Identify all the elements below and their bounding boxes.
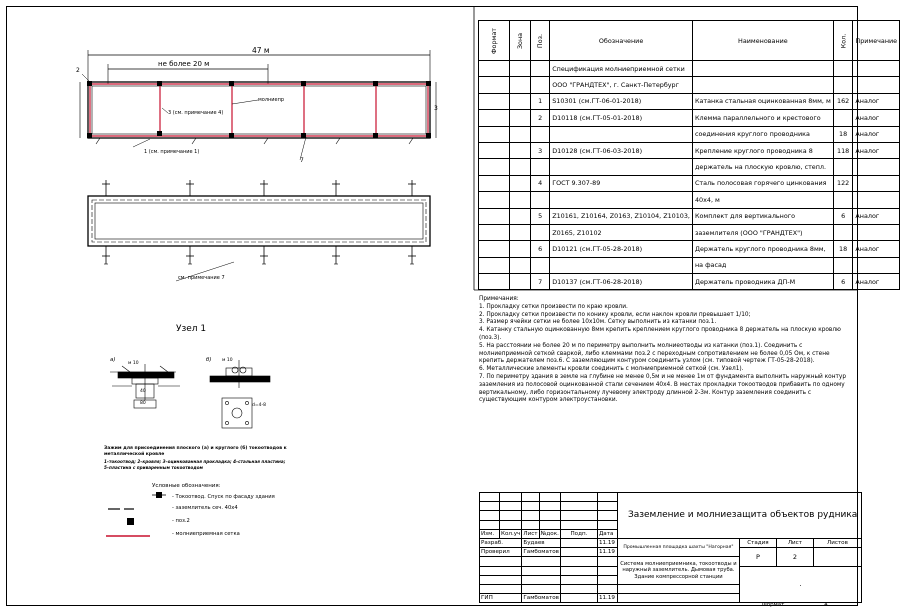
spec-cell-pos: 7 — [531, 274, 550, 290]
spec-cell-pos: 2 — [531, 110, 550, 126]
spec-cell-name: Держатель проводника ДП-М — [692, 274, 833, 290]
dim-overall-label: 47 м — [252, 46, 270, 55]
spec-cell-designation: Спецификация молниеприемной сетки — [550, 61, 693, 77]
callout-pos4: 3 (см. примечание 4) — [168, 110, 224, 116]
legend-symbols — [106, 492, 166, 536]
spec-cell-format — [479, 192, 510, 208]
spec-cell-designation: ООО "ГРАНДТЕХ", г. Санкт-Петербург — [550, 77, 693, 93]
spec-cell-note — [853, 159, 900, 175]
stamp-col-date: Дата — [597, 529, 617, 538]
spec-cell-qty: 122 — [833, 175, 853, 191]
spec-cell-name: заземлителя (ООО "ГРАНДТЕХ") — [692, 224, 833, 240]
stamp-col-izm: Изм. — [480, 529, 500, 538]
node-caption: Зажим для присоединения плоского (а) и круглого (б) токоотводов к металлической кровле — [104, 446, 287, 457]
spec-cell-format — [479, 274, 510, 290]
spec-row — [479, 208, 900, 224]
spec-header-name: Наименование — [692, 21, 833, 61]
spec-row — [479, 175, 900, 191]
spec-cell-name: на фасад — [692, 257, 833, 273]
spec-cell-pos — [531, 159, 550, 175]
spec-cell-format — [479, 142, 510, 158]
spec-cell-zone — [509, 175, 530, 191]
spec-cell-zone — [509, 142, 530, 158]
stamp-col-doc: №док. — [540, 530, 559, 537]
stamp-stage: Р — [739, 548, 776, 566]
spec-cell-qty — [833, 77, 853, 93]
stamp-role-2: Проверил — [480, 548, 522, 557]
stamp-date-1: 11.19 — [597, 538, 617, 547]
format-label: Формат — [762, 602, 785, 608]
spec-cell-pos — [531, 61, 550, 77]
dim-max-label: не более 20 м — [158, 60, 210, 68]
spec-cell-qty — [833, 159, 853, 175]
stamp-sheets — [813, 548, 861, 566]
spec-cell-designation: Z10161, Z10164, Z0163, Z10104, Z10103, — [550, 208, 693, 224]
spec-row — [479, 241, 900, 257]
spec-cell-name: Комплект для вертикального — [692, 208, 833, 224]
stamp-sheet: 2 — [776, 548, 813, 566]
node-dim-a1: м 10 — [128, 361, 139, 366]
spec-cell-name: Крепление круглого проводника 8 — [692, 142, 833, 158]
spec-cell-note: Аналог — [853, 208, 900, 224]
spec-cell-pos — [531, 257, 550, 273]
stamp-sheet-label: Лист — [776, 538, 813, 547]
format-value: А — [824, 602, 828, 608]
spec-row — [479, 61, 900, 77]
spec-header-pos: Поз. — [531, 21, 550, 61]
spec-header-format: Формат — [479, 21, 510, 61]
node-dim-b1: м 10 — [222, 358, 233, 363]
spec-row — [479, 110, 900, 126]
note-item: 6. Металлические элементы кровли соединить с молниеприемной сеткой (см. Узел1). — [479, 366, 744, 373]
spec-cell-format — [479, 208, 510, 224]
spec-cell-format — [479, 159, 510, 175]
stamp-building: Промышленная площадка шахты "Нагорная" — [617, 538, 739, 556]
spec-header-note: Примечание — [853, 21, 900, 61]
spec-cell-format — [479, 77, 510, 93]
spec-cell-note — [853, 224, 900, 240]
stamp-sheets-label: Листов — [813, 538, 861, 547]
spec-cell-note — [853, 175, 900, 191]
title-block — [479, 492, 862, 603]
spec-cell-note — [853, 61, 900, 77]
note-item: 1. Прокладку сетки произвести по краю кровли. — [479, 303, 628, 310]
callout-pos7-bottom: см. примечание 7 — [178, 275, 225, 281]
spec-cell-zone — [509, 274, 530, 290]
spec-cell-note: Аналог — [853, 274, 900, 290]
spec-cell-name: соединения круглого проводника — [692, 126, 833, 142]
callout-3-side: 3 — [434, 105, 438, 112]
legend-item-downconductor: - Токоотвод. Спуск по фасаду здания — [172, 494, 275, 500]
spec-cell-zone — [509, 257, 530, 273]
roof-outline — [88, 82, 430, 138]
stamp-stage-label: Стадия — [739, 538, 776, 547]
spec-cell-qty: 162 — [833, 93, 853, 109]
spec-body — [479, 61, 900, 290]
spec-header-zone: Зона — [509, 21, 530, 61]
spec-cell-format — [479, 241, 510, 257]
ground-electrodes — [102, 180, 416, 264]
spec-cell-designation: Z0165, Z10102 — [550, 224, 693, 240]
spec-cell-qty — [833, 110, 853, 126]
stamp-name-1: Будаев — [522, 538, 561, 547]
spec-cell-zone — [509, 159, 530, 175]
spec-cell-designation — [550, 159, 693, 175]
callout-2: 2 — [76, 67, 80, 74]
node-dim-b2: d=4-8 — [252, 403, 266, 408]
spec-cell-designation — [550, 126, 693, 142]
legend-title: Условные обозначения: — [152, 483, 221, 489]
stamp-org: . — [739, 566, 861, 603]
stamp-sheet-title: Система молниеприемника, токоотводы и наружный заземлитель. Дымовая труба. Здание компрессорной станции — [617, 557, 739, 585]
note-item: 5. На расстоянии не более 20 м по периметру выполнить молниеотводы из катанки (поз.1). Соединить с молниеприемной сеткой сваркой, либо клеммами поз.2 с переходным сопротивлением не более 0,05 Ом, к стене крепить держателем поз.6. С заземляющим контуром соединить узлом (см. типовой чертеж ГТ-05-28-2018). — [479, 342, 830, 365]
spec-cell-qty — [833, 61, 853, 77]
spec-cell-pos: 1 — [531, 93, 550, 109]
spec-cell-note — [853, 192, 900, 208]
spec-cell-qty: 18 — [833, 126, 853, 142]
spec-cell-name: Сталь полосовая горячего цинкования — [692, 175, 833, 191]
spec-cell-format — [479, 224, 510, 240]
spec-row — [479, 159, 900, 175]
spec-cell-note: Аналог — [853, 142, 900, 158]
spec-cell-note: Аналог — [853, 241, 900, 257]
spec-cell-pos — [531, 126, 550, 142]
note-item: 4. Катанку стальную оцинкованную 8мм крепить креплением круглого проводника 8 держатель на плоскую кровлю (поз.3). — [479, 327, 841, 341]
callout-conductor: молниепр — [258, 97, 285, 103]
spec-header-qty: Кол. — [833, 21, 853, 61]
callout-pos7: 7 — [300, 157, 304, 164]
spec-cell-zone — [509, 224, 530, 240]
specification-table — [478, 20, 900, 290]
spec-cell-name: 40х4, м — [692, 192, 833, 208]
spec-cell-note: Аналог — [853, 126, 900, 142]
spec-cell-pos — [531, 192, 550, 208]
spec-cell-zone — [509, 192, 530, 208]
spec-cell-zone — [509, 110, 530, 126]
spec-cell-pos: 4 — [531, 175, 550, 191]
spec-cell-pos — [531, 224, 550, 240]
callout-pos1: 1 (см. примечание 1) — [144, 149, 200, 155]
spec-row — [479, 274, 900, 290]
stamp-role-3: ГИП — [480, 594, 522, 603]
node-dim-a2: 40 — [140, 389, 146, 394]
spec-row — [479, 77, 900, 93]
spec-row — [479, 257, 900, 273]
downconductor-marks — [87, 81, 431, 138]
spec-cell-qty: 6 — [833, 208, 853, 224]
stamp-col-list: Лист — [523, 530, 538, 537]
spec-cell-designation: D10137 (см.ГТ-06-28-2018) — [550, 274, 693, 290]
spec-cell-qty — [833, 192, 853, 208]
spec-cell-qty: 18 — [833, 241, 853, 257]
node-legend-parts: 1–токоотвод; 2–кровля; 3–оцинкованная прокладка; 4–стальная пластина; 5–пластина с приваренным токоотводом — [104, 459, 286, 470]
spec-cell-designation: D10128 (см.ГТ-06-03-2018) — [550, 142, 693, 158]
spec-cell-format — [479, 61, 510, 77]
spec-cell-pos: 6 — [531, 241, 550, 257]
lightning-mesh — [90, 84, 428, 136]
stamp-col-sign: Подп. — [560, 529, 597, 538]
spec-cell-qty: 118 — [833, 142, 853, 158]
spec-cell-qty: 6 — [833, 274, 853, 290]
spec-cell-format — [479, 257, 510, 273]
legend-item-grounding: - заземлитель сеч. 40х4 — [172, 505, 238, 511]
stamp-role-1: Разраб. — [480, 538, 522, 547]
stamp-name-3: Гамбоматов — [523, 595, 559, 602]
spec-row — [479, 142, 900, 158]
notes-title: Примечания: — [479, 296, 519, 302]
note-item: 3. Размер ячейки сетки не более 10х10м. Сетку выполнить из катанки поз.1. — [479, 319, 717, 326]
stamp-date-2: 11.19 — [597, 548, 617, 557]
note-item: 7. По периметру здания в земле на глубине не менее 0,5м и не менее 1м от фундамента выполнить наружный контур заземления из полосовой оцинкованной стали сечением 40х4. В местах прокладки токоотводов прибавить по одному вертикальному, либо горизонтальному лучевому электроду длинной 2-3м. Контур заземления соединить с существующим контуром электроустановки. — [479, 373, 846, 404]
spec-row — [479, 192, 900, 208]
spec-cell-designation: D10121 (см.ГТ-05-28-2018) — [550, 241, 693, 257]
spec-row — [479, 93, 900, 109]
spec-cell-zone — [509, 208, 530, 224]
spec-cell-name: Держатель круглого проводника 8мм, — [692, 241, 833, 257]
spec-cell-name: держатель на плоскую кровлю, степл. — [692, 159, 833, 175]
spec-cell-pos: 5 — [531, 208, 550, 224]
notes-block — [479, 296, 854, 405]
spec-header-row — [479, 21, 900, 61]
spec-cell-designation — [550, 257, 693, 273]
spec-cell-designation: S10301 (см.ГТ-06-01-2018) — [550, 93, 693, 109]
spec-cell-format — [479, 110, 510, 126]
spec-cell-designation: D10118 (см.ГТ-05-01-2018) — [550, 110, 693, 126]
spec-header-designation: Обозначение — [550, 21, 693, 61]
spec-cell-format — [479, 126, 510, 142]
node-sub-b: б) — [206, 357, 212, 363]
project-title: Заземление и молниезащита объектов рудника — [617, 493, 861, 539]
spec-cell-name: Клемма параллельного и крестового — [692, 110, 833, 126]
spec-cell-note — [853, 77, 900, 93]
stamp-date-3: 11.19 — [597, 594, 617, 603]
note-item: 2. Прокладку сетки произвести по конику кровли, если наклон кровли превышает 1/10; — [479, 311, 751, 318]
node-title: Узел 1 — [176, 324, 207, 334]
stamp-name-2: Гамбоматов — [523, 549, 559, 556]
spec-cell-note: Аналог — [853, 93, 900, 109]
spec-row — [479, 224, 900, 240]
spec-cell-designation — [550, 192, 693, 208]
node-dim-a3: 80 — [140, 401, 146, 406]
spec-cell-pos — [531, 77, 550, 93]
spec-cell-designation: ГОСТ 9.307-89 — [550, 175, 693, 191]
spec-cell-pos: 3 — [531, 142, 550, 158]
spec-cell-qty — [833, 257, 853, 273]
spec-cell-format — [479, 93, 510, 109]
spec-cell-note: Аналог — [853, 110, 900, 126]
spec-cell-zone — [509, 61, 530, 77]
spec-cell-qty — [833, 224, 853, 240]
section-outline — [88, 196, 430, 246]
spec-cell-name — [692, 77, 833, 93]
spec-cell-zone — [509, 126, 530, 142]
spec-cell-format — [479, 175, 510, 191]
stamp-col-kol: Кол.уч — [501, 530, 521, 537]
clamp-sketch-b — [210, 360, 270, 428]
node-sub-a: а) — [110, 357, 116, 363]
spec-cell-name — [692, 61, 833, 77]
spec-cell-name: Катанка стальная оцинкованная 8мм, м — [692, 93, 833, 109]
legend-item-mesh: - молниеприемная сетка — [172, 531, 240, 537]
spec-cell-note — [853, 257, 900, 273]
spec-row — [479, 126, 900, 142]
spec-cell-zone — [509, 77, 530, 93]
spec-cell-zone — [509, 241, 530, 257]
legend-item-pos2: - поз.2 — [172, 518, 190, 524]
spec-cell-zone — [509, 93, 530, 109]
